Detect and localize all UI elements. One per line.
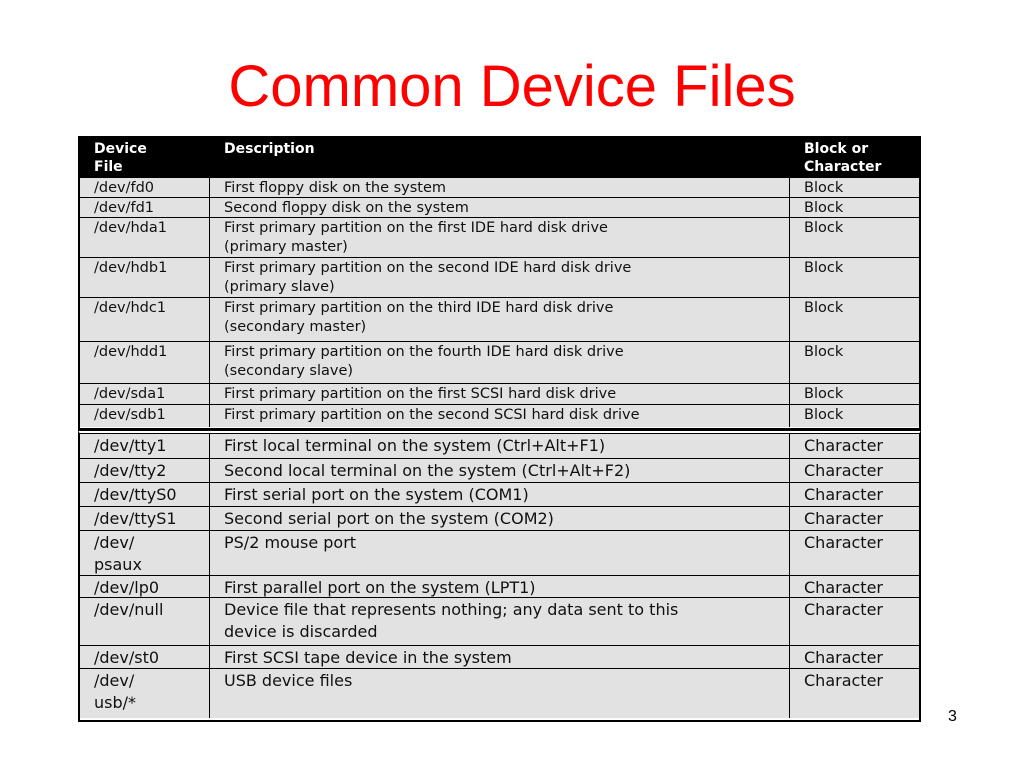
- cell-block-or-character: Block: [804, 300, 844, 316]
- cell-block-or-character: Block: [804, 220, 844, 236]
- cell-block-or-character: Block: [804, 407, 844, 423]
- cell-block-or-character: Character: [804, 461, 883, 480]
- cell-device-file: /dev/hdb1: [80, 258, 210, 297]
- cell-device-file: /dev/hdc1: [80, 298, 210, 341]
- table-header-row: [80, 138, 919, 178]
- table-row: [80, 669, 919, 718]
- table-row: [80, 598, 919, 646]
- table-row: [80, 434, 919, 459]
- cell-description: Second local terminal on the system (Ctrl+Alt+F2): [210, 459, 790, 482]
- cell-block-or-character: Character: [804, 600, 883, 619]
- cell-device-file: /dev/lp0: [80, 576, 210, 597]
- cell-description: First primary partition on the fourth IDE hard disk drive (secondary slave): [210, 342, 790, 383]
- table-row: [80, 507, 919, 531]
- cell-description: First serial port on the system (COM1): [210, 483, 790, 506]
- cell-description: First floppy disk on the system: [210, 178, 790, 197]
- cell-description: First primary partition on the third IDE hard disk drive (secondary master): [210, 298, 790, 341]
- cell-description: Description: [224, 141, 315, 157]
- table-row: [80, 384, 919, 405]
- cell-block-or-character: Block: [804, 180, 844, 196]
- cell-description: First parallel port on the system (LPT1): [210, 576, 790, 597]
- cell-device-file: /dev/sdb1: [80, 405, 210, 427]
- cell-block-or-character: Character: [804, 436, 883, 455]
- cell-block-or-character: Block: [804, 260, 844, 276]
- cell-description: First primary partition on the first IDE hard disk drive (primary master): [210, 218, 790, 257]
- cell-description: PS/2 mouse port: [210, 531, 790, 575]
- cell-description: Second floppy disk on the system: [210, 198, 790, 217]
- table-row: [80, 646, 919, 669]
- cell-description: First SCSI tape device in the system: [210, 646, 790, 668]
- cell-description: Device file that represents nothing; any data sent to this device is discarded: [210, 598, 790, 645]
- cell-device-file: /dev/ttyS0: [80, 483, 210, 506]
- table-row: [80, 576, 919, 598]
- cell-block-or-character: Character: [804, 485, 883, 504]
- cell-device-file: /dev/st0: [80, 646, 210, 668]
- table-row: [80, 178, 919, 198]
- cell-block-or-character: Block: [804, 344, 844, 360]
- table-row: [80, 531, 919, 576]
- cell-description: First local terminal on the system (Ctrl+Alt+F1): [210, 434, 790, 458]
- cell-device-file: /dev/fd0: [80, 178, 210, 197]
- cell-device-file: /dev/ttyS1: [80, 507, 210, 530]
- cell-device-file: /dev/tty1: [80, 434, 210, 458]
- cell-device-file: /dev/fd1: [80, 198, 210, 217]
- cell-block-or-character: Character: [804, 578, 883, 597]
- cell-block-or-character: Block or Character: [804, 141, 882, 175]
- cell-device-file: /dev/null: [80, 598, 210, 645]
- cell-block-or-character: Block: [804, 200, 844, 216]
- table-row: [80, 298, 919, 342]
- cell-block-or-character: Character: [804, 509, 883, 528]
- cell-device-file: /dev/ usb/*: [80, 669, 210, 718]
- cell-description: USB device files: [210, 669, 790, 718]
- cell-block-or-character: Character: [804, 671, 883, 690]
- cell-block-or-character: Character: [804, 533, 883, 552]
- table-row: [80, 483, 919, 507]
- cell-device-file: /dev/hdd1: [80, 342, 210, 383]
- page-number: 3: [948, 708, 957, 725]
- cell-device-file: /dev/hda1: [80, 218, 210, 257]
- table-row: [80, 218, 919, 258]
- cell-device-file: /dev/sda1: [80, 384, 210, 404]
- cell-device-file: /dev/ psaux: [80, 531, 210, 575]
- table-row: [80, 405, 919, 427]
- cell-description: First primary partition on the second SCSI hard disk drive: [210, 405, 790, 427]
- slide-title: Common Device Files: [228, 54, 796, 119]
- cell-device-file: Device File: [94, 141, 147, 175]
- block-devices-section: [78, 136, 921, 430]
- cell-description: First primary partition on the first SCSI hard disk drive: [210, 384, 790, 404]
- cell-device-file: /dev/tty2: [80, 459, 210, 482]
- character-devices-section: [78, 430, 921, 722]
- cell-description: Second serial port on the system (COM2): [210, 507, 790, 530]
- table-row: [80, 342, 919, 384]
- cell-block-or-character: Character: [804, 648, 883, 667]
- table-row: [80, 258, 919, 298]
- cell-description: First primary partition on the second IDE hard disk drive (primary slave): [210, 258, 790, 297]
- table-row: [80, 198, 919, 218]
- table-row: [80, 459, 919, 483]
- cell-block-or-character: Block: [804, 386, 844, 402]
